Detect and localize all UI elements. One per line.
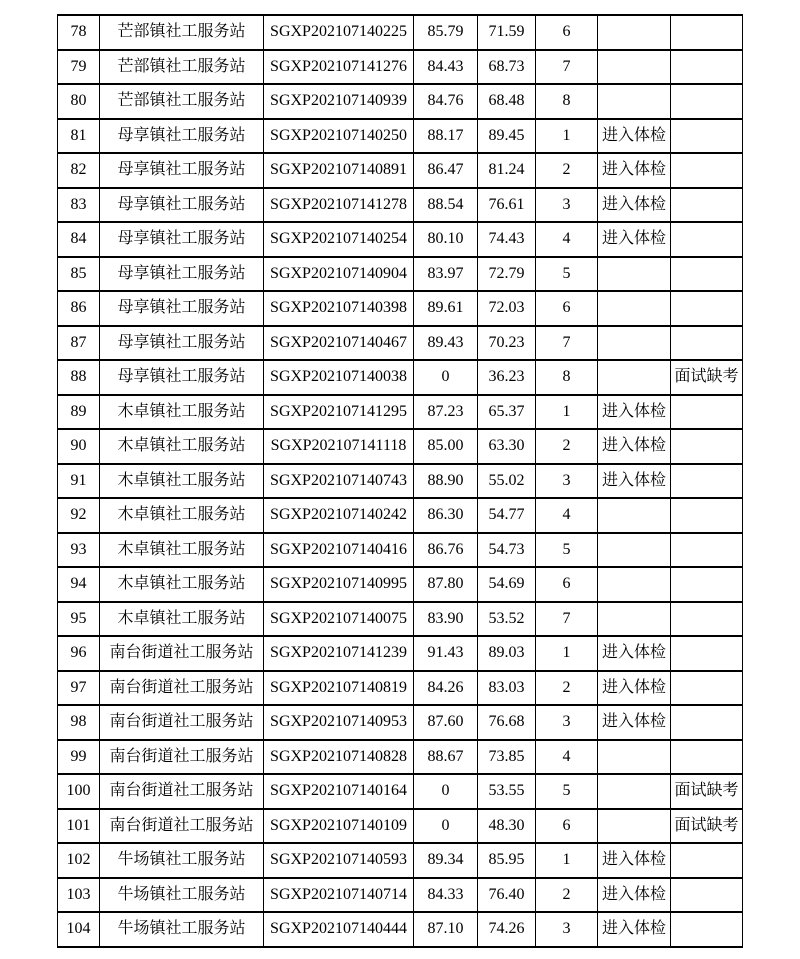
cell-remark [671,257,743,292]
cell-remark [671,533,743,568]
cell-rank: 8 [536,360,598,395]
cell-result [598,291,671,326]
cell-row-number: 79 [58,50,100,85]
cell-candidate-code: SGXP202107141239 [264,636,414,671]
table-row [58,153,743,188]
cell-rank: 1 [536,119,598,154]
cell-score-1: 89.61 [414,291,478,326]
cell-row-number: 100 [58,774,100,809]
cell-station-name: 牛场镇社工服务站 [100,878,264,913]
cell-station-name: 南台街道社工服务站 [100,774,264,809]
results-table [57,14,743,948]
cell-score-1: 87.10 [414,912,478,947]
cell-candidate-code: SGXP202107140819 [264,671,414,706]
cell-station-name: 木卓镇社工服务站 [100,498,264,533]
cell-result: 进入体检 [598,119,671,154]
cell-score-1: 0 [414,809,478,844]
cell-score-1: 86.76 [414,533,478,568]
cell-result: 进入体检 [598,878,671,913]
cell-rank: 7 [536,326,598,361]
cell-result: 进入体检 [598,636,671,671]
cell-candidate-code: SGXP202107140254 [264,222,414,257]
cell-candidate-code: SGXP202107140250 [264,119,414,154]
cell-station-name: 母享镇社工服务站 [100,153,264,188]
cell-score-2: 53.55 [478,774,536,809]
cell-row-number: 84 [58,222,100,257]
cell-score-2: 76.68 [478,705,536,740]
cell-candidate-code: SGXP202107140398 [264,291,414,326]
cell-candidate-code: SGXP202107140904 [264,257,414,292]
cell-result [598,533,671,568]
cell-result [598,15,671,50]
cell-candidate-code: SGXP202107140225 [264,15,414,50]
cell-row-number: 97 [58,671,100,706]
cell-score-2: 68.48 [478,84,536,119]
table-row [58,567,743,602]
cell-remark [671,602,743,637]
cell-score-2: 73.85 [478,740,536,775]
table-row [58,705,743,740]
cell-score-1: 89.34 [414,843,478,878]
cell-remark [671,153,743,188]
cell-station-name: 母享镇社工服务站 [100,326,264,361]
table-row [58,740,743,775]
table-row [58,395,743,430]
cell-station-name: 南台街道社工服务站 [100,671,264,706]
cell-remark: 面试缺考 [671,774,743,809]
cell-row-number: 92 [58,498,100,533]
cell-candidate-code: SGXP202107141295 [264,395,414,430]
cell-score-2: 76.40 [478,878,536,913]
cell-score-1: 87.23 [414,395,478,430]
cell-remark [671,291,743,326]
table-row [58,774,743,809]
cell-rank: 6 [536,15,598,50]
cell-score-1: 87.80 [414,567,478,602]
table-row [58,360,743,395]
cell-row-number: 95 [58,602,100,637]
cell-remark [671,636,743,671]
cell-score-2: 68.73 [478,50,536,85]
cell-remark [671,705,743,740]
cell-row-number: 80 [58,84,100,119]
table-row [58,222,743,257]
cell-row-number: 81 [58,119,100,154]
cell-result: 进入体检 [598,153,671,188]
cell-remark [671,843,743,878]
cell-score-2: 89.45 [478,119,536,154]
cell-row-number: 85 [58,257,100,292]
cell-result: 进入体检 [598,395,671,430]
cell-station-name: 母享镇社工服务站 [100,257,264,292]
cell-result [598,50,671,85]
cell-candidate-code: SGXP202107140109 [264,809,414,844]
cell-candidate-code: SGXP202107140164 [264,774,414,809]
cell-result: 进入体检 [598,705,671,740]
cell-row-number: 104 [58,912,100,947]
cell-rank: 2 [536,429,598,464]
cell-station-name: 南台街道社工服务站 [100,809,264,844]
cell-remark [671,464,743,499]
cell-score-2: 54.73 [478,533,536,568]
cell-rank: 6 [536,567,598,602]
cell-score-1: 85.79 [414,15,478,50]
table-row [58,464,743,499]
cell-score-2: 76.61 [478,188,536,223]
cell-remark [671,740,743,775]
cell-score-1: 86.30 [414,498,478,533]
cell-result: 进入体检 [598,464,671,499]
cell-station-name: 南台街道社工服务站 [100,740,264,775]
cell-score-1: 84.33 [414,878,478,913]
cell-remark [671,15,743,50]
cell-row-number: 89 [58,395,100,430]
cell-station-name: 牛场镇社工服务站 [100,843,264,878]
cell-score-2: 36.23 [478,360,536,395]
cell-score-1: 83.90 [414,602,478,637]
cell-rank: 1 [536,636,598,671]
cell-candidate-code: SGXP202107140467 [264,326,414,361]
cell-remark [671,671,743,706]
cell-result [598,257,671,292]
cell-candidate-code: SGXP202107140828 [264,740,414,775]
table-row [58,912,743,947]
table-row [58,809,743,844]
table-row [58,50,743,85]
table-row [58,602,743,637]
cell-score-1: 0 [414,360,478,395]
table-row [58,84,743,119]
cell-result: 进入体检 [598,188,671,223]
cell-candidate-code: SGXP202107140995 [264,567,414,602]
cell-remark [671,498,743,533]
cell-candidate-code: SGXP202107140038 [264,360,414,395]
table-row [58,119,743,154]
cell-remark [671,567,743,602]
cell-result [598,326,671,361]
cell-row-number: 102 [58,843,100,878]
cell-candidate-code: SGXP202107140953 [264,705,414,740]
cell-score-1: 85.00 [414,429,478,464]
cell-row-number: 87 [58,326,100,361]
cell-candidate-code: SGXP202107141276 [264,50,414,85]
cell-station-name: 母享镇社工服务站 [100,119,264,154]
cell-score-2: 83.03 [478,671,536,706]
cell-score-1: 0 [414,774,478,809]
cell-row-number: 82 [58,153,100,188]
cell-row-number: 101 [58,809,100,844]
cell-row-number: 91 [58,464,100,499]
table-row [58,291,743,326]
cell-result [598,360,671,395]
cell-remark [671,119,743,154]
cell-score-2: 63.30 [478,429,536,464]
cell-candidate-code: SGXP202107141278 [264,188,414,223]
cell-station-name: 木卓镇社工服务站 [100,464,264,499]
cell-station-name: 木卓镇社工服务站 [100,395,264,430]
cell-station-name: 母享镇社工服务站 [100,222,264,257]
table-row [58,843,743,878]
cell-station-name: 南台街道社工服务站 [100,705,264,740]
cell-station-name: 母享镇社工服务站 [100,188,264,223]
cell-rank: 5 [536,533,598,568]
cell-station-name: 木卓镇社工服务站 [100,602,264,637]
cell-row-number: 93 [58,533,100,568]
cell-candidate-code: SGXP202107140416 [264,533,414,568]
cell-result [598,774,671,809]
cell-score-2: 70.23 [478,326,536,361]
cell-row-number: 86 [58,291,100,326]
cell-station-name: 南台街道社工服务站 [100,636,264,671]
cell-remark [671,222,743,257]
cell-result: 进入体检 [598,429,671,464]
cell-station-name: 母享镇社工服务站 [100,360,264,395]
cell-station-name: 木卓镇社工服务站 [100,567,264,602]
cell-station-name: 芒部镇社工服务站 [100,50,264,85]
cell-rank: 8 [536,84,598,119]
cell-score-2: 48.30 [478,809,536,844]
cell-score-1: 86.47 [414,153,478,188]
cell-score-2: 65.37 [478,395,536,430]
cell-score-2: 81.24 [478,153,536,188]
cell-score-2: 74.26 [478,912,536,947]
cell-result [598,602,671,637]
cell-candidate-code: SGXP202107140714 [264,878,414,913]
cell-rank: 5 [536,257,598,292]
cell-result [598,498,671,533]
cell-rank: 7 [536,50,598,85]
cell-rank: 3 [536,188,598,223]
cell-score-2: 72.79 [478,257,536,292]
cell-result [598,809,671,844]
cell-rank: 1 [536,843,598,878]
cell-score-2: 72.03 [478,291,536,326]
cell-score-2: 74.43 [478,222,536,257]
cell-score-1: 91.43 [414,636,478,671]
table-row [58,188,743,223]
cell-result: 进入体检 [598,671,671,706]
cell-rank: 5 [536,774,598,809]
cell-row-number: 94 [58,567,100,602]
cell-remark: 面试缺考 [671,809,743,844]
cell-remark [671,50,743,85]
cell-rank: 3 [536,464,598,499]
cell-station-name: 芒部镇社工服务站 [100,84,264,119]
cell-row-number: 88 [58,360,100,395]
cell-rank: 3 [536,912,598,947]
cell-score-2: 54.77 [478,498,536,533]
cell-rank: 3 [536,705,598,740]
table-row [58,671,743,706]
cell-remark [671,878,743,913]
cell-candidate-code: SGXP202107140444 [264,912,414,947]
table-row [58,498,743,533]
cell-score-2: 53.52 [478,602,536,637]
cell-candidate-code: SGXP202107140743 [264,464,414,499]
cell-rank: 2 [536,878,598,913]
cell-station-name: 母享镇社工服务站 [100,291,264,326]
cell-candidate-code: SGXP202107140075 [264,602,414,637]
table-row [58,429,743,464]
cell-station-name: 芒部镇社工服务站 [100,15,264,50]
results-table-body [58,15,743,947]
cell-score-1: 84.26 [414,671,478,706]
cell-score-1: 89.43 [414,326,478,361]
cell-score-2: 55.02 [478,464,536,499]
cell-score-1: 88.17 [414,119,478,154]
cell-station-name: 牛场镇社工服务站 [100,912,264,947]
cell-rank: 1 [536,395,598,430]
cell-rank: 4 [536,740,598,775]
cell-rank: 6 [536,291,598,326]
cell-remark [671,188,743,223]
cell-row-number: 98 [58,705,100,740]
cell-score-2: 54.69 [478,567,536,602]
cell-candidate-code: SGXP202107140242 [264,498,414,533]
cell-rank: 4 [536,498,598,533]
table-row [58,878,743,913]
cell-candidate-code: SGXP202107140939 [264,84,414,119]
cell-score-2: 85.95 [478,843,536,878]
cell-result [598,740,671,775]
table-row [58,326,743,361]
cell-row-number: 103 [58,878,100,913]
cell-remark [671,326,743,361]
cell-rank: 6 [536,809,598,844]
cell-candidate-code: SGXP202107141118 [264,429,414,464]
cell-score-1: 88.90 [414,464,478,499]
cell-row-number: 90 [58,429,100,464]
cell-score-1: 88.67 [414,740,478,775]
cell-remark [671,912,743,947]
cell-remark [671,429,743,464]
table-row [58,636,743,671]
cell-result: 进入体检 [598,222,671,257]
cell-score-1: 83.97 [414,257,478,292]
cell-row-number: 78 [58,15,100,50]
cell-result: 进入体检 [598,843,671,878]
cell-score-1: 84.43 [414,50,478,85]
cell-remark [671,84,743,119]
table-row [58,15,743,50]
cell-row-number: 96 [58,636,100,671]
cell-rank: 2 [536,153,598,188]
cell-score-1: 80.10 [414,222,478,257]
cell-candidate-code: SGXP202107140593 [264,843,414,878]
cell-score-2: 89.03 [478,636,536,671]
cell-remark [671,395,743,430]
cell-row-number: 99 [58,740,100,775]
cell-station-name: 木卓镇社工服务站 [100,429,264,464]
cell-score-1: 88.54 [414,188,478,223]
cell-rank: 2 [536,671,598,706]
cell-candidate-code: SGXP202107140891 [264,153,414,188]
cell-rank: 7 [536,602,598,637]
cell-rank: 4 [536,222,598,257]
cell-score-1: 84.76 [414,84,478,119]
cell-remark: 面试缺考 [671,360,743,395]
cell-score-1: 87.60 [414,705,478,740]
cell-result [598,567,671,602]
table-row [58,257,743,292]
cell-station-name: 木卓镇社工服务站 [100,533,264,568]
table-row [58,533,743,568]
cell-score-2: 71.59 [478,15,536,50]
cell-row-number: 83 [58,188,100,223]
cell-result: 进入体检 [598,912,671,947]
cell-result [598,84,671,119]
